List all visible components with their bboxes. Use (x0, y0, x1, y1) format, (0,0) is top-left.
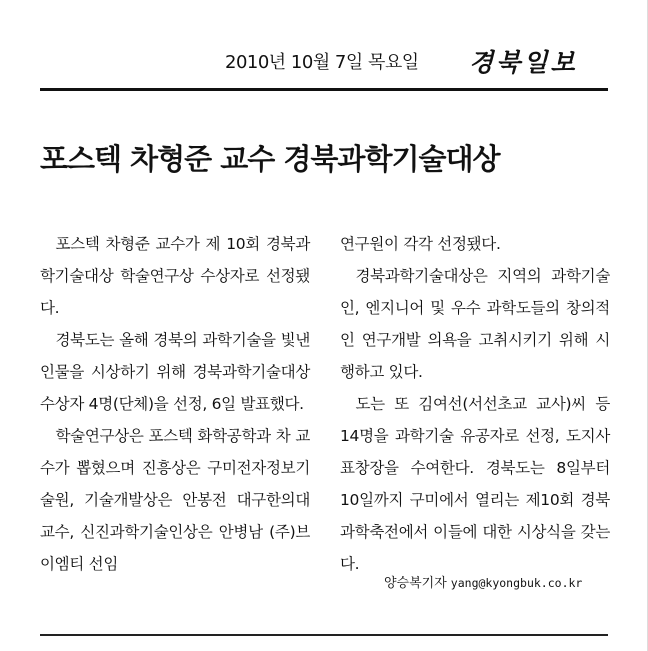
header-rule (40, 88, 608, 91)
article-column-right (340, 228, 610, 580)
byline-author: 양승복기자 (384, 576, 447, 591)
article-paragraph: 경북과학기술대상은 지역의 과학기술인, 엔지니어 및 우수 과학도들의 창의적인 연구개발 의욕을 고취시키기 위해 시행하고 있다. (340, 267, 610, 381)
article-paragraph: 포스텍 차형준 교수가 제 10회 경북과학기술대상 학술연구상 수상자로 선정됐다. (40, 235, 310, 317)
byline-email: yang@kyongbuk.co.kr (450, 576, 583, 590)
article-paragraph: 도는 또 김여선(서선초교 교사)씨 등 14명을 과학기술 유공자로 선정, 도지사 표창장을 수여한다. 경북도는 8일부터 10일까지 구미에서 열리는 제10회 경북과학축전에서 이들에 대한 시상식을 갖는다. (340, 395, 610, 573)
article-byline (384, 572, 582, 591)
footer-rule (40, 634, 608, 636)
publication-date: 2010년 10월 7일 목요일 (225, 52, 419, 73)
article-paragraph: 경북도는 올해 경북의 과학기술을 빛낸 인물을 시상하기 위해 경북과학기술대상 수상자 4명(단체)을 선정, 6일 발표했다. (40, 331, 310, 413)
article-headline: 포스텍 차형준 교수 경북과학기술대상 (40, 142, 500, 176)
newspaper-masthead: 경북일보 (469, 48, 578, 77)
article-column-left (40, 228, 310, 580)
article-paragraph: 학술연구상은 포스텍 화학공학과 차 교수가 뽑혔으며 진흥상은 구미전자정보기술원, 기술개발상은 안봉전 대구한의대 교수, 신진과학기술인상은 안병남 (주)브이엠티 선임 (40, 427, 310, 573)
article-paragraph: 연구원이 각각 선정됐다. (340, 235, 501, 253)
